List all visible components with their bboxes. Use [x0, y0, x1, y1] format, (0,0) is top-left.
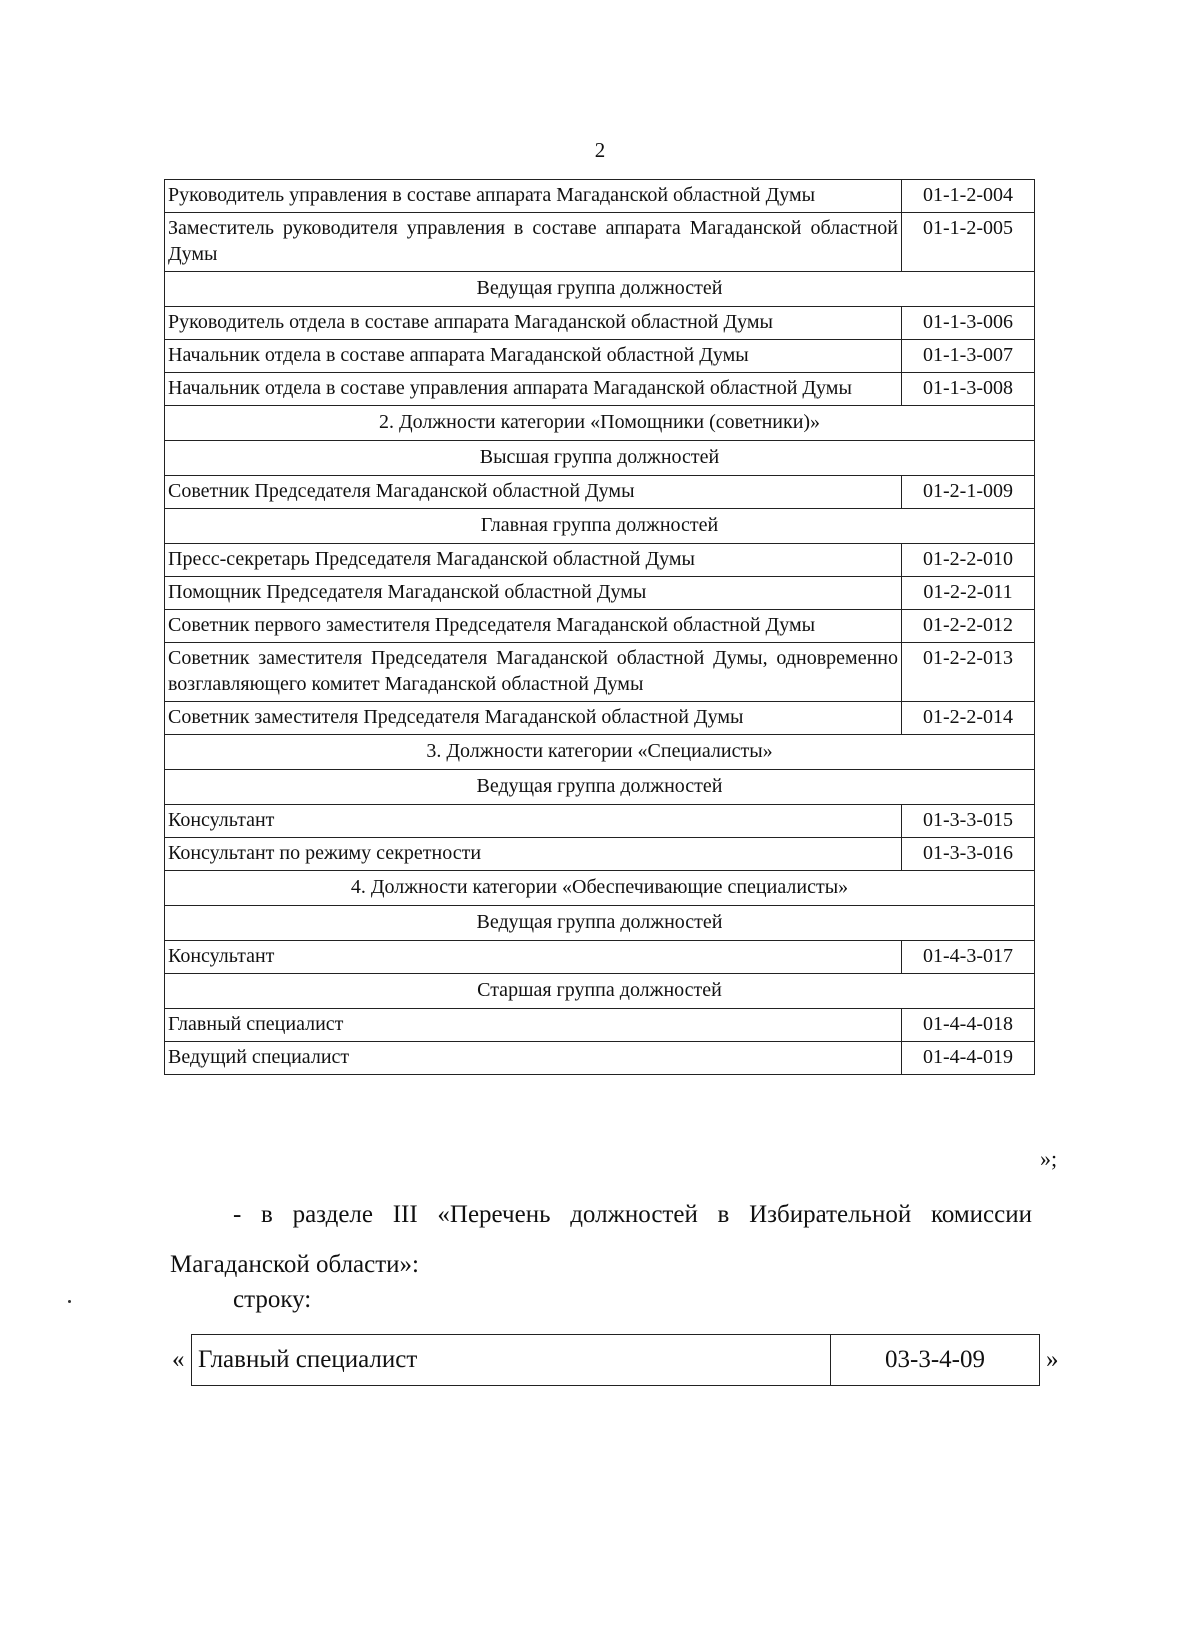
table-row [165, 373, 1035, 406]
group-header-row [165, 272, 1035, 307]
line-paragraph: строку: [233, 1286, 312, 1313]
positions-table [164, 179, 1035, 1075]
group-header-cell: Ведущая группа должностей [165, 272, 1035, 307]
replaced-row-table [191, 1334, 1040, 1386]
table-row [192, 1335, 1040, 1386]
position-code-cell: 01-2-2-012 [902, 610, 1035, 643]
group-header-cell: 4. Должности категории «Обеспечивающие специалисты» [165, 871, 1035, 906]
position-name-cell: Пресс-секретарь Председателя Магаданской областной Думы [165, 544, 902, 577]
position-name-cell: Помощник Председателя Магаданской областной Думы [165, 577, 902, 610]
group-header-cell: Высшая группа должностей [165, 441, 1035, 476]
position-name-cell: Заместитель руководителя управления в составе аппарата Магаданской областной Думы [165, 213, 902, 272]
position-code-cell: 01-2-2-011 [902, 577, 1035, 610]
position-name-cell: Начальник отдела в составе управления аппарата Магаданской областной Думы [165, 373, 902, 406]
position-name-cell: Руководитель управления в составе аппарата Магаданской областной Думы [165, 180, 902, 213]
table-row [165, 544, 1035, 577]
table-row [165, 702, 1035, 735]
group-header-cell: Старшая группа должностей [165, 974, 1035, 1009]
table-row [165, 1009, 1035, 1042]
group-header-cell: Главная группа должностей [165, 509, 1035, 544]
page-number: 2 [594, 138, 606, 162]
table-row [165, 213, 1035, 272]
position-code-cell: 03-3-4-09 [831, 1335, 1040, 1386]
section-paragraph: - в разделе III «Перечень должностей в Избирательной комиссии Магаданской области»: [170, 1201, 1032, 1278]
table-row [165, 805, 1035, 838]
position-name-cell: Консультант [165, 805, 902, 838]
table-row [165, 610, 1035, 643]
position-name-cell: Начальник отдела в составе аппарата Магаданской областной Думы [165, 340, 902, 373]
group-header-row [165, 974, 1035, 1009]
position-name-cell: Консультант по режиму секретности [165, 838, 902, 871]
position-code-cell: 01-2-1-009 [902, 476, 1035, 509]
group-header-cell: Ведущая группа должностей [165, 770, 1035, 805]
table-row [165, 1042, 1035, 1075]
group-header-row [165, 770, 1035, 805]
position-code-cell: 01-2-2-010 [902, 544, 1035, 577]
margin-dot [68, 1300, 71, 1303]
position-code-cell: 01-1-3-006 [902, 307, 1035, 340]
table-row [165, 180, 1035, 213]
table-row [165, 643, 1035, 702]
table-row [165, 838, 1035, 871]
table-row [165, 340, 1035, 373]
group-header-row [165, 406, 1035, 441]
position-code-cell: 01-4-4-018 [902, 1009, 1035, 1042]
position-code-cell: 01-1-2-004 [902, 180, 1035, 213]
position-name-cell: Советник Председателя Магаданской областной Думы [165, 476, 902, 509]
table-close-quote: »; [1040, 1146, 1058, 1171]
position-code-cell: 01-1-3-008 [902, 373, 1035, 406]
position-code-cell: 01-1-2-005 [902, 213, 1035, 272]
position-name-cell: Главный специалист [192, 1335, 831, 1386]
position-code-cell: 01-3-3-015 [902, 805, 1035, 838]
table-row [165, 577, 1035, 610]
group-header-row [165, 871, 1035, 906]
position-name-cell: Советник первого заместителя Председателя Магаданской областной Думы [165, 610, 902, 643]
group-header-cell: Ведущая группа должностей [165, 906, 1035, 941]
group-header-row [165, 906, 1035, 941]
position-code-cell: 01-1-3-007 [902, 340, 1035, 373]
position-name-cell: Советник заместителя Председателя Магаданской областной Думы [165, 702, 902, 735]
group-header-row [165, 509, 1035, 544]
position-code-cell: 01-4-4-019 [902, 1042, 1035, 1075]
position-name-cell: Руководитель отдела в составе аппарата Магаданской областной Думы [165, 307, 902, 340]
position-code-cell: 01-3-3-016 [902, 838, 1035, 871]
group-header-cell: 2. Должности категории «Помощники (советники)» [165, 406, 1035, 441]
table-row [165, 941, 1035, 974]
position-code-cell: 01-2-2-014 [902, 702, 1035, 735]
position-name-cell: Советник заместителя Председателя Магаданской областной Думы, одновременно возглавляющего комитет Магаданской областной Думы [165, 643, 902, 702]
group-header-row [165, 441, 1035, 476]
small-table-open-quote: « [172, 1346, 185, 1373]
table-row [165, 307, 1035, 340]
group-header-row [165, 735, 1035, 770]
position-code-cell: 01-4-3-017 [902, 941, 1035, 974]
group-header-cell: 3. Должности категории «Специалисты» [165, 735, 1035, 770]
small-table-close-quote: » [1046, 1346, 1059, 1373]
position-name-cell: Главный специалист [165, 1009, 902, 1042]
positions-table-body [165, 180, 1035, 1075]
position-name-cell: Консультант [165, 941, 902, 974]
position-name-cell: Ведущий специалист [165, 1042, 902, 1075]
table-row [165, 476, 1035, 509]
position-code-cell: 01-2-2-013 [902, 643, 1035, 702]
